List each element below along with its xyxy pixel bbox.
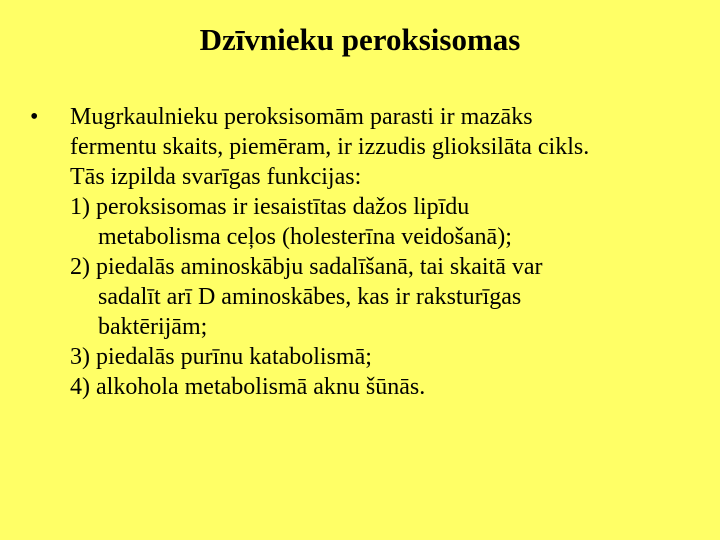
bullet-marker: • bbox=[30, 104, 39, 130]
list-item-3: 3) piedalās purīnu katabolismā; bbox=[70, 344, 372, 370]
text-line: Tās izpilda svarīgas funkcijas: bbox=[70, 164, 362, 190]
slide-title: Dzīvnieku peroksisomas bbox=[199, 22, 521, 57]
text-line: fermentu skaits, piemēram, ir izzudis glioksilāta cikls. bbox=[70, 134, 590, 160]
bullet-text bbox=[70, 102, 710, 402]
list-item-2-continuation: baktērijām; bbox=[98, 314, 208, 340]
list-item-2: 2) piedalās aminoskābju sadalīšanā, tai skaitā var bbox=[70, 254, 543, 280]
list-item-1: 1) peroksisomas ir iesaistītas dažos lipīdu bbox=[70, 194, 470, 220]
list-item-4: 4) alkohola metabolismā aknu šūnās. bbox=[70, 374, 426, 400]
list-item-2-continuation: sadalīt arī D aminoskābes, kas ir raksturīgas bbox=[98, 284, 522, 310]
list-item-1-continuation: metabolisma ceļos (holesterīna veidošanā); bbox=[98, 224, 512, 250]
text-line: Mugrkaulnieku peroksisomām parasti ir mazāks bbox=[70, 104, 533, 130]
